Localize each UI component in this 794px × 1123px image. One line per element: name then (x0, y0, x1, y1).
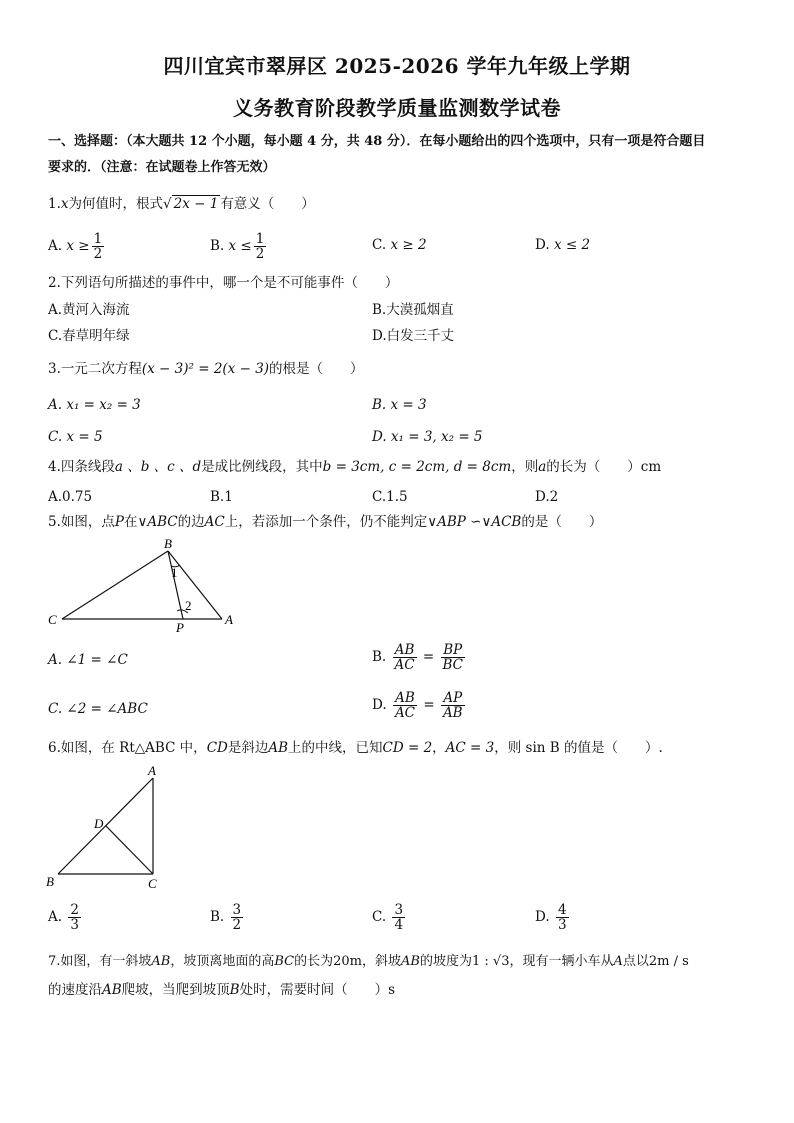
q7-ab2: AB (401, 954, 420, 969)
q1-text: 为何值时，根式 (68, 196, 164, 212)
q4-text2: 是成比例线段，其中 (201, 459, 323, 475)
q5-text: 5.如图，点 (48, 514, 115, 530)
q6-text2: 是斜边 (227, 740, 269, 756)
denominator: 2 (232, 917, 242, 933)
q2-option-c[interactable]: C.春草明年绿 (48, 328, 130, 344)
fraction (393, 643, 417, 672)
label-a: A (225, 612, 233, 627)
q1-number: 1. (48, 196, 61, 212)
q4-tail: 的长为（ ）cm (546, 459, 662, 475)
label-angle2: 2 (185, 598, 192, 613)
q7-text2: ，坡顶离地面的高 (170, 954, 275, 969)
q2-option-b[interactable]: B.大漠孤烟直 (372, 302, 454, 318)
q6-tail: ，则 sin B 的值是（ ）. (494, 740, 663, 756)
q5-option-b[interactable]: B. $\frac{AB}{AC}$ = $\frac{BP}{BC}$ (372, 642, 464, 673)
numerator: 2 (70, 902, 79, 918)
fraction (254, 232, 267, 261)
q7-text7: 点以 (622, 954, 649, 969)
label-a: A (148, 763, 156, 778)
q2-stem: 2.下列语句所描述的事件中，哪一个是不可能事件（ ） (48, 275, 399, 291)
q4-option-c[interactable]: C.1.5 (372, 489, 408, 505)
segment-cb (62, 551, 168, 619)
q6-ab: AB (268, 740, 289, 756)
q6-cd: CD (206, 740, 228, 756)
fraction (556, 903, 569, 932)
q1-stem (48, 195, 315, 213)
q4-stem (48, 458, 661, 476)
q6-option-c[interactable] (372, 903, 407, 932)
numerator: 3 (232, 902, 242, 918)
denominator: 4 (394, 917, 404, 933)
option-label: C. (372, 909, 387, 925)
fraction (92, 232, 105, 261)
fraction (441, 691, 465, 720)
option-label: D. (535, 909, 550, 925)
q7-stem-line1 (48, 953, 689, 971)
denominator: AC (394, 657, 415, 673)
label-c: C (48, 612, 57, 627)
q7-text: 7.如图，有一斜坡 (48, 954, 152, 969)
q5-figure (40, 535, 250, 635)
q1-radicand: 2x − 1 (173, 196, 219, 212)
q6-option-b[interactable] (210, 903, 245, 932)
q5-p: P (114, 514, 124, 530)
q5-option-d[interactable]: D. $\frac{AB}{AC}$ = $\frac{AP}{AB}$ (372, 690, 463, 721)
numerator: AB (393, 643, 417, 658)
q4-given: b = 3cm, c = 2cm, d = 8cm (322, 459, 512, 475)
q7-text6: ，现有一辆小车从 (509, 954, 614, 969)
label-d: D (94, 816, 104, 831)
q7-ab3: AB (102, 982, 122, 998)
q3-option-b[interactable]: B. x = 3 (372, 397, 427, 413)
q4-text: 4.四条线段 (48, 459, 115, 475)
q3-stem (48, 360, 364, 378)
numerator: BP (441, 643, 466, 658)
q2-option-d[interactable]: D.白发三千丈 (372, 328, 455, 344)
q7-text8: 的速度沿 (48, 982, 102, 998)
q7-text3: 的长为 (294, 954, 334, 969)
q7-speed: 2m / s (648, 954, 689, 969)
q7-text5: 的坡度为 (419, 954, 472, 969)
q1-option-c[interactable] (372, 236, 427, 254)
q6-text: 6.如图，在 Rt△ABC 中， (48, 740, 207, 756)
denominator: 3 (557, 917, 567, 933)
q1-option-b[interactable] (210, 232, 268, 261)
section-heading: 一、选择题：（本大题共 12 个小题，每小题 4 分，共 48 分）．在每小题给出的四个选项中，只有一项是符合题目 (48, 134, 706, 149)
option-label: D. (372, 697, 387, 713)
q7-tail: 处时，需要时间（ ）s (239, 982, 396, 998)
q6-figure (40, 762, 180, 892)
q4-option-a[interactable]: A.0.75 (48, 489, 93, 505)
fraction (231, 903, 244, 932)
q4-vars: a 、b 、c 、d (114, 459, 202, 475)
denominator: 2 (255, 246, 265, 262)
q1-tail: 有意义（ ） (220, 196, 315, 212)
q5-text4: 上，若添加一个条件，仍不能判定 (224, 514, 428, 530)
q5-stem (48, 513, 602, 531)
denominator: AC (394, 705, 416, 721)
q6-option-d[interactable] (535, 903, 571, 932)
segment-dc (106, 826, 153, 874)
q3-option-d[interactable]: D. x₁ = 3, x₂ = 5 (372, 429, 483, 445)
q3-text: 3.一元二次方程 (48, 361, 142, 377)
q5-option-c[interactable]: C. ∠2 = ∠ABC (48, 701, 148, 717)
fraction (392, 903, 405, 932)
option-label: D. (535, 237, 550, 253)
numerator: 1 (93, 231, 103, 247)
q1-radical: √ 2x − 1 (163, 196, 219, 212)
section-heading-cont: 要求的．（注意：在试题卷上作答无效） (48, 160, 276, 175)
q1-var: x (60, 196, 69, 212)
q1-option-a[interactable] (48, 232, 106, 261)
label-p: P (176, 620, 184, 635)
numerator: 3 (394, 902, 404, 918)
q5-similarity: ∨ABP ∽∨ACB (427, 514, 522, 530)
q5-ac: AC (204, 514, 225, 530)
denominator: 2 (93, 246, 103, 262)
q4-a: a (538, 459, 547, 475)
q6-comma: ， (432, 740, 446, 756)
label-b: B (46, 874, 54, 889)
fraction (441, 643, 466, 672)
numerator: 4 (557, 902, 567, 918)
q7-ratio: 1 : √3 (472, 954, 510, 969)
q6-ac-value: AC = 3 (445, 740, 495, 756)
denominator: AB (442, 705, 463, 721)
exam-title-line2: 义务教育阶段教学质量监测数学试卷 (233, 96, 561, 120)
q7-text4: ，斜坡 (362, 954, 402, 969)
q6-option-a[interactable] (48, 903, 83, 932)
option-label: A. (48, 909, 63, 925)
fraction (393, 691, 417, 720)
q5-triangle: ∨ABC (137, 514, 178, 530)
q3-tail: 的根是（ ） (269, 361, 364, 377)
numerator: AB (393, 691, 417, 706)
numerator: 1 (255, 231, 265, 247)
denominator: BC (442, 657, 464, 673)
option-label: B. (372, 649, 387, 665)
q7-height: 20m (333, 954, 363, 969)
q6-stem (48, 739, 663, 757)
q7-bc: BC (274, 954, 295, 969)
q3-option-c[interactable]: C. x = 5 (48, 429, 103, 445)
q5-tail: 的是（ ） (521, 514, 603, 530)
q7-b: B (229, 982, 240, 998)
option-label: C. (372, 237, 387, 253)
option-label: B. (210, 909, 225, 925)
label-c: C (148, 876, 157, 891)
q3-option-a[interactable]: A. x₁ = x₂ = 3 (48, 397, 141, 413)
denominator: 3 (70, 917, 79, 933)
q7-text9: 爬坡，当爬到坡顶 (121, 982, 230, 998)
option-math: x ≤ 2 (553, 237, 591, 253)
q2-option-a[interactable]: A.黄河入海流 (48, 302, 130, 318)
q5-text2: 在 (123, 514, 138, 530)
q7-ab: AB (151, 954, 171, 969)
q6-cd-value: CD = 2 (382, 740, 433, 756)
numerator: AP (441, 691, 465, 706)
option-label: A. (48, 238, 63, 254)
q7-a: A (613, 954, 623, 969)
label-angle1: 1 (171, 565, 178, 580)
exam-title-line1: 四川宜宾市翠屏区 2025-2026 学年九年级上学期 (163, 54, 631, 78)
q7-stem-line2 (48, 981, 395, 999)
q6-text3: 上的中线，已知 (288, 740, 383, 756)
q5-text3: 的边 (177, 514, 205, 530)
q1-option-d[interactable] (535, 236, 590, 254)
q3-equation: (x − 3)² = 2(x − 3) (141, 361, 270, 377)
option-label: B. (210, 238, 225, 254)
q4-option-b[interactable]: B.1 (210, 489, 233, 505)
option-math: x ≥ 2 (390, 237, 427, 253)
q5-option-a[interactable]: A. ∠1 = ∠C (48, 652, 128, 668)
label-b: B (164, 536, 172, 551)
option-math: x ≤ (228, 238, 252, 254)
q4-text3: ，则 (511, 459, 539, 475)
option-math: x ≥ (66, 238, 90, 254)
q4-option-d[interactable]: D.2 (535, 489, 559, 505)
fraction (68, 903, 81, 932)
